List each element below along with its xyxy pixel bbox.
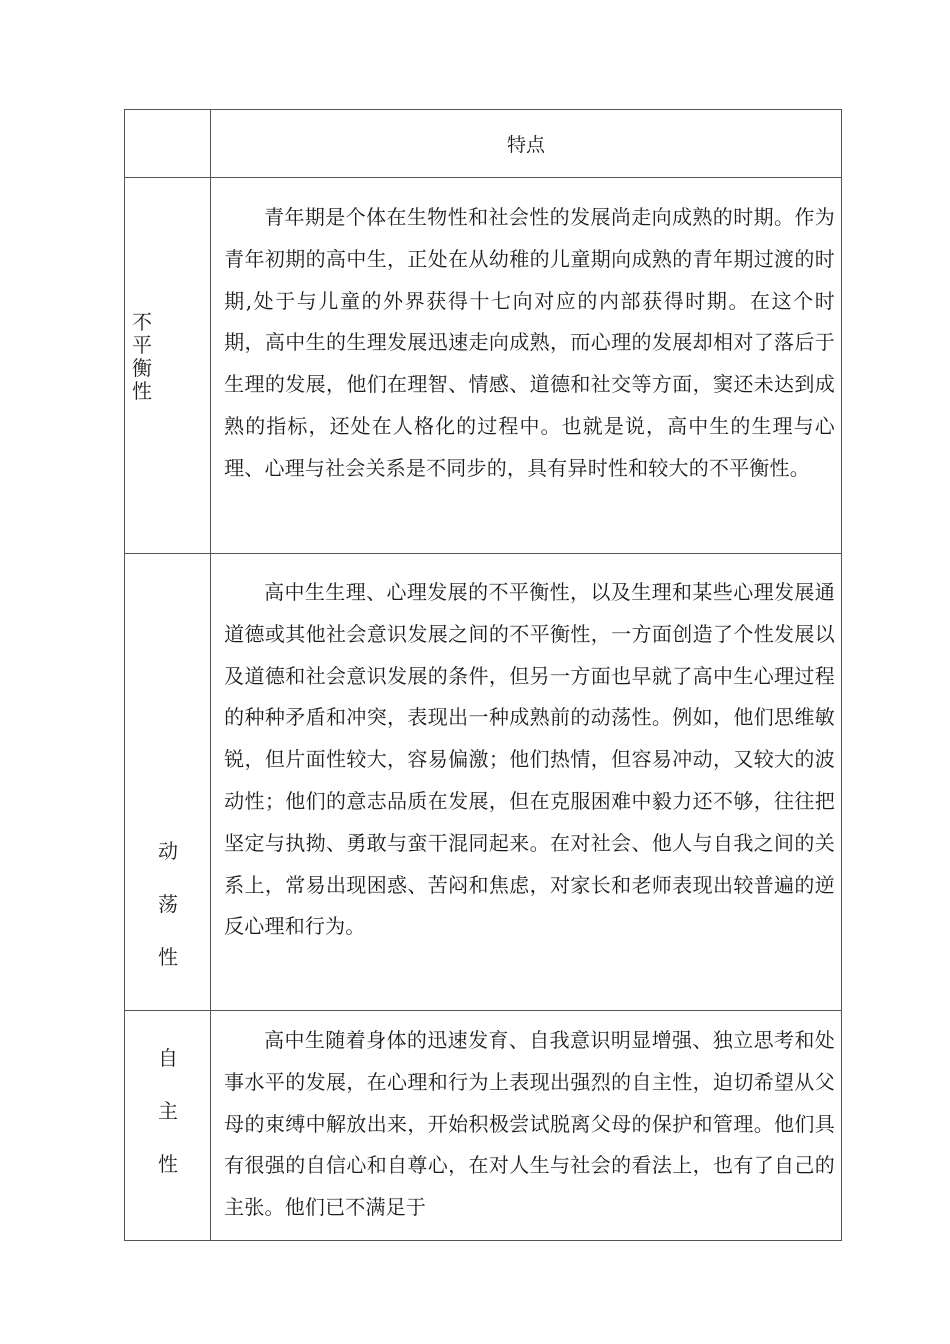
row-label-cell bbox=[125, 178, 211, 554]
characteristics-table bbox=[124, 109, 842, 1241]
row-label-char: 动 bbox=[158, 839, 178, 863]
row-text-cell bbox=[211, 178, 842, 554]
table-row bbox=[125, 554, 842, 1011]
row-label: 不平衡性 bbox=[132, 310, 152, 403]
row-label-char: 主 bbox=[158, 1099, 178, 1123]
table-header-row bbox=[125, 110, 842, 178]
row-text: 高中生生理、心理发展的不平衡性，以及生理和某些心理发展通道德或其他社会意识发展之间的不平衡性，一方面创造了个性发展以及道德和社会意识发展的条件，但另一方面也早就了高中生心理过程的种种矛盾和冲突，表现出一种成熟前的动荡性。例如，他们思维敏锐，但片面性较大，容易偏激；他们热情，但容易冲动，又较大的波动性；他们的意志品质在发展，但在克服困难中毅力还不够，往往把坚定与执拗、勇敢与蛮干混同起来。在对社会、他人与自我之间的关系上，常易出现困惑、苦闷和焦虑，对家长和老师表现出较普遍的逆反心理和行为。 bbox=[224, 580, 835, 939]
row-label-char: 荡 bbox=[158, 892, 178, 916]
header-text-cell: 特点 bbox=[211, 110, 842, 178]
row-label-cell bbox=[125, 1011, 211, 1241]
row-text: 青年期是个体在生物性和社会性的发展尚走向成熟的时期。作为青年初期的高中生，正处在从幼稚的儿童期向成熟的青年期过渡的时期,处于与儿童的外界获得十七向对应的内部获得时期。在这个时期，高中生的生理发展迅速走向成熟，而心理的发展却相对了落后于生理的发展，他们在理智、情感、道德和社交等方面，窦还未达到成熟的指标，还处在人格化的过程中。也就是说，高中生的生理与心理、心理与社会关系是不同步的，具有异时性和较大的不平衡性。 bbox=[224, 205, 835, 480]
row-label-char: 性 bbox=[158, 945, 178, 969]
row-label-char: 自 bbox=[158, 1046, 178, 1070]
row-label bbox=[125, 1032, 211, 1191]
row-label-char: 性 bbox=[158, 1152, 178, 1176]
row-label bbox=[125, 825, 211, 984]
row-text-cell bbox=[211, 1011, 842, 1241]
table-row bbox=[125, 178, 842, 554]
row-text: 高中生随着身体的迅速发育、自我意识明显增强、独立思考和处事水平的发展，在心理和行为上表现出强烈的自主性，迫切希望从父母的束缚中解放出来，开始积极尝试脱离父母的保护和管理。他们具有很强的自信心和自尊心，在对人生与社会的看法上，也有了自己的主张。他们已不满足于 bbox=[224, 1028, 835, 1220]
row-text-cell bbox=[211, 554, 842, 1011]
row-label-cell bbox=[125, 554, 211, 1011]
header-label-cell bbox=[125, 110, 211, 178]
table-row bbox=[125, 1011, 842, 1241]
